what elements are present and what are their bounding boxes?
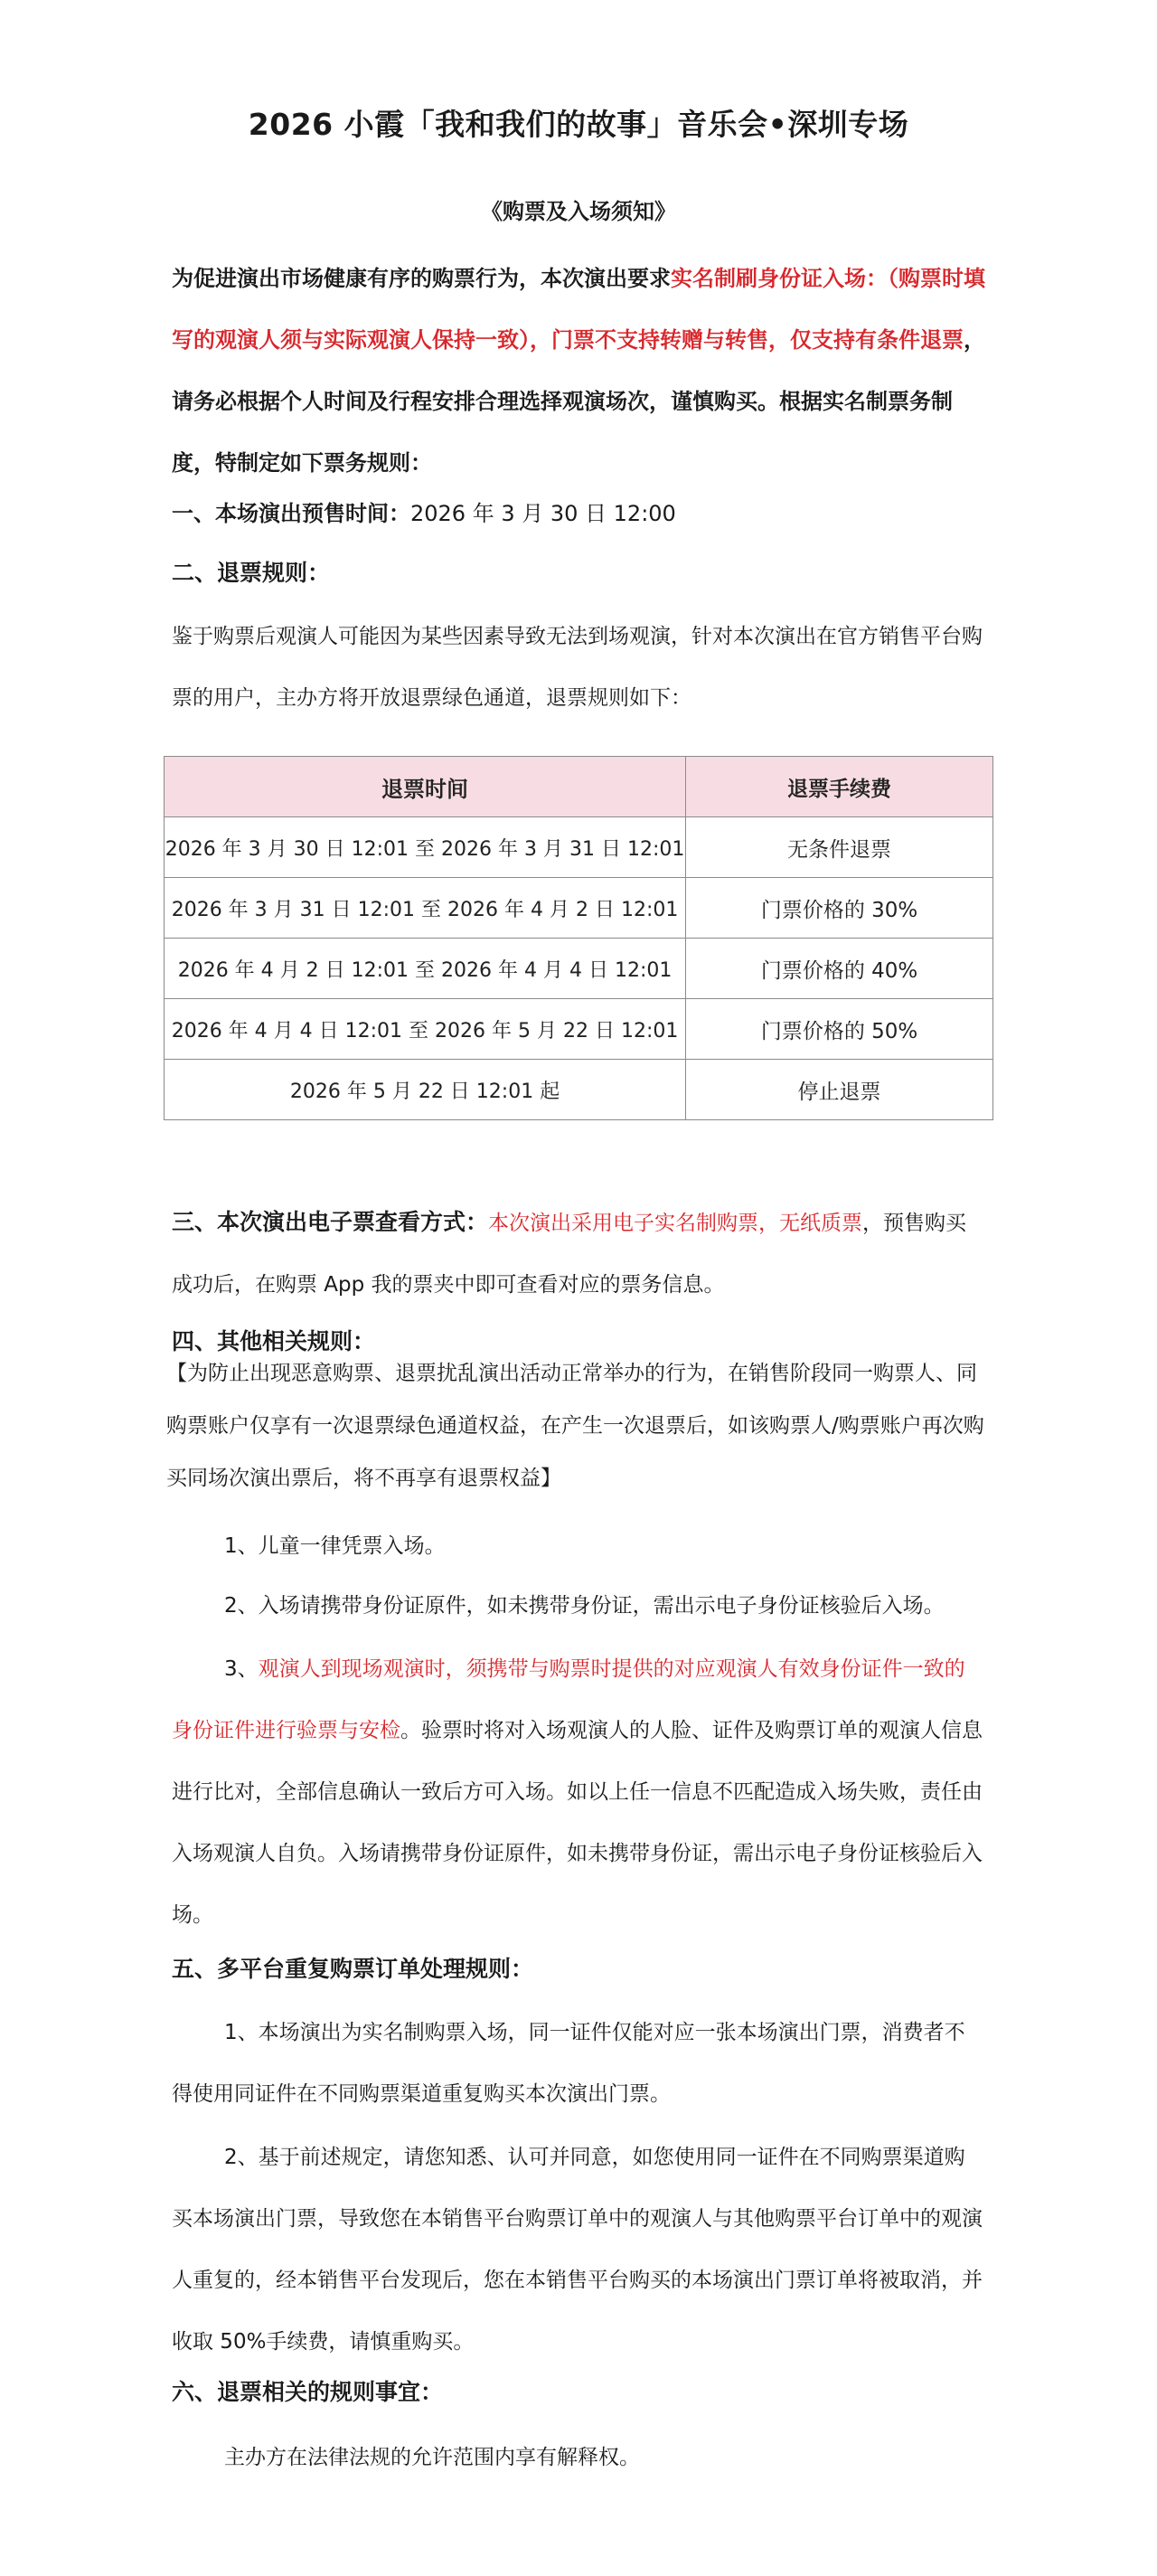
refund-fee-cell: 门票价格的 40% bbox=[686, 939, 993, 999]
table-row bbox=[165, 999, 993, 1060]
refund-time-cell: 2026 年 5 月 22 日 12:01 起 bbox=[165, 1060, 686, 1120]
refund-fee-cell: 门票价格的 30% bbox=[686, 878, 993, 939]
table-row bbox=[165, 1060, 993, 1120]
interpretation-text: 主办方在法律法规的允许范围内享有解释权。 bbox=[224, 2446, 640, 2469]
rule-3-number: 3、 bbox=[224, 1657, 259, 1681]
intro-highlight: 实名制刷身份证入场：（购票时填写的观演人须与实际观演人保持一致），门票不支持转赠与转售，仅支持有条件退票 bbox=[172, 266, 985, 353]
refund-table bbox=[164, 756, 993, 1120]
table-row bbox=[165, 817, 993, 878]
duplicate-rule-1: 1、本场演出为实名制购票入场，同一证件仅能对应一张本场演出门票，消费者不得使用同证件在不同购票渠道重复购买本次演出门票。 bbox=[172, 2021, 965, 2106]
table-row bbox=[165, 939, 993, 999]
eticket-highlight: 本次演出采用电子实名制购票，无纸质票 bbox=[488, 1212, 863, 1235]
rule-3-text: 。验票时将对入场观演人的人脸、证件及购票订单的观演人信息进行比对，全部信息确认一致后方可入场。如以上任一信息不匹配造成入场失败，责任由入场观演人自负。入场请携带身份证原件，如未携带身份证，需出示电子身份证核验后入场。 bbox=[172, 1719, 983, 1927]
refund-intro-text: 鉴于购票后观演人可能因为某些因素导致无法到场观演，针对本次演出在官方销售平台购票的用户，主办方将开放退票绿色通道，退票规则如下： bbox=[172, 625, 983, 710]
other-rule-3 bbox=[172, 1638, 985, 1946]
presale-label: 一、本场演出预售时间： bbox=[172, 501, 410, 526]
section-refund-heading: 二、退票规则： bbox=[172, 560, 331, 586]
presale-value: 2026 年 3 月 30 日 12:00 bbox=[410, 501, 676, 526]
refund-fee-cell: 无条件退票 bbox=[686, 817, 993, 878]
intro-text-2: ，请务必根据个人时间及行程安排合理选择观演场次，谨慎购买。根据实名制票务制度，特制定如下票务规则： bbox=[172, 327, 985, 476]
refund-fee-cell: 停止退票 bbox=[686, 1060, 993, 1120]
section-presale-time bbox=[172, 495, 985, 532]
section-eticket bbox=[172, 1192, 985, 1316]
header-refund-time: 退票时间 bbox=[165, 757, 686, 817]
refund-time-cell: 2026 年 4 月 2 日 12:01 至 2026 年 4 月 4 日 12:01 bbox=[165, 939, 686, 999]
other-rule-2: 2、入场请携带身份证原件，如未携带身份证，需出示电子身份证核验后入场。 bbox=[224, 1594, 945, 1618]
header-refund-fee: 退票手续费 bbox=[686, 757, 993, 817]
page-subtitle: 《购票及入场须知》 bbox=[481, 199, 676, 224]
refund-table-header bbox=[165, 757, 993, 817]
section-duplicate-heading: 五、多平台重复购票订单处理规则： bbox=[172, 1956, 534, 1982]
refund-time-cell: 2026 年 3 月 30 日 12:01 至 2026 年 3 月 31 日 12:01 bbox=[165, 817, 686, 878]
table-row bbox=[165, 878, 993, 939]
section-other-heading: 四、其他相关规则： bbox=[172, 1328, 376, 1354]
intro-text-1: 为促进演出市场健康有序的购票行为，本次演出要求 bbox=[172, 266, 671, 291]
eticket-text: ，预售购买成功后，在购票 App 我的票夹中即可查看对应的票务信息。 bbox=[172, 1212, 967, 1297]
other-rules-note: 【为防止出现恶意购票、退票扰乱演出活动正常举办的行为，在销售阶段同一购票人、同购票账户仅享有一次退票绿色通道权益，在产生一次退票后，如该购票人/购票账户再次购买同场次演出票后，将不再享有退票权益】 bbox=[166, 1362, 984, 1490]
refund-time-cell: 2026 年 4 月 4 日 12:01 至 2026 年 5 月 22 日 12:01 bbox=[165, 999, 686, 1060]
rule-3-highlight: 观演人到现场观演时，须携带与购票时提供的对应观演人有效身份证件一致的身份证件进行验票与安检 bbox=[172, 1657, 965, 1742]
intro-paragraph bbox=[172, 248, 985, 494]
refund-fee-cell: 门票价格的 50% bbox=[686, 999, 993, 1060]
page-title: 2026 小霞「我和我们的故事」音乐会•深圳专场 bbox=[248, 107, 909, 142]
other-rule-1: 1、儿童一律凭票入场。 bbox=[224, 1534, 446, 1558]
eticket-label: 三、本次演出电子票查看方式： bbox=[172, 1209, 489, 1235]
duplicate-rule-2: 2、基于前述规定，请您知悉、认可并同意，如您使用同一证件在不同购票渠道购买本场演出门票，导致您在本销售平台购票订单中的观演人与其他购票平台订单中的观演人重复的，经本销售平台发现后，您在本销售平台购买的本场演出门票订单将被取消，并收取 50%手续费，请慎重购买。 bbox=[172, 2146, 983, 2354]
section-refund-matters-heading: 六、退票相关的规则事宜： bbox=[172, 2379, 444, 2405]
refund-time-cell: 2026 年 3 月 31 日 12:01 至 2026 年 4 月 2 日 12:01 bbox=[165, 878, 686, 939]
